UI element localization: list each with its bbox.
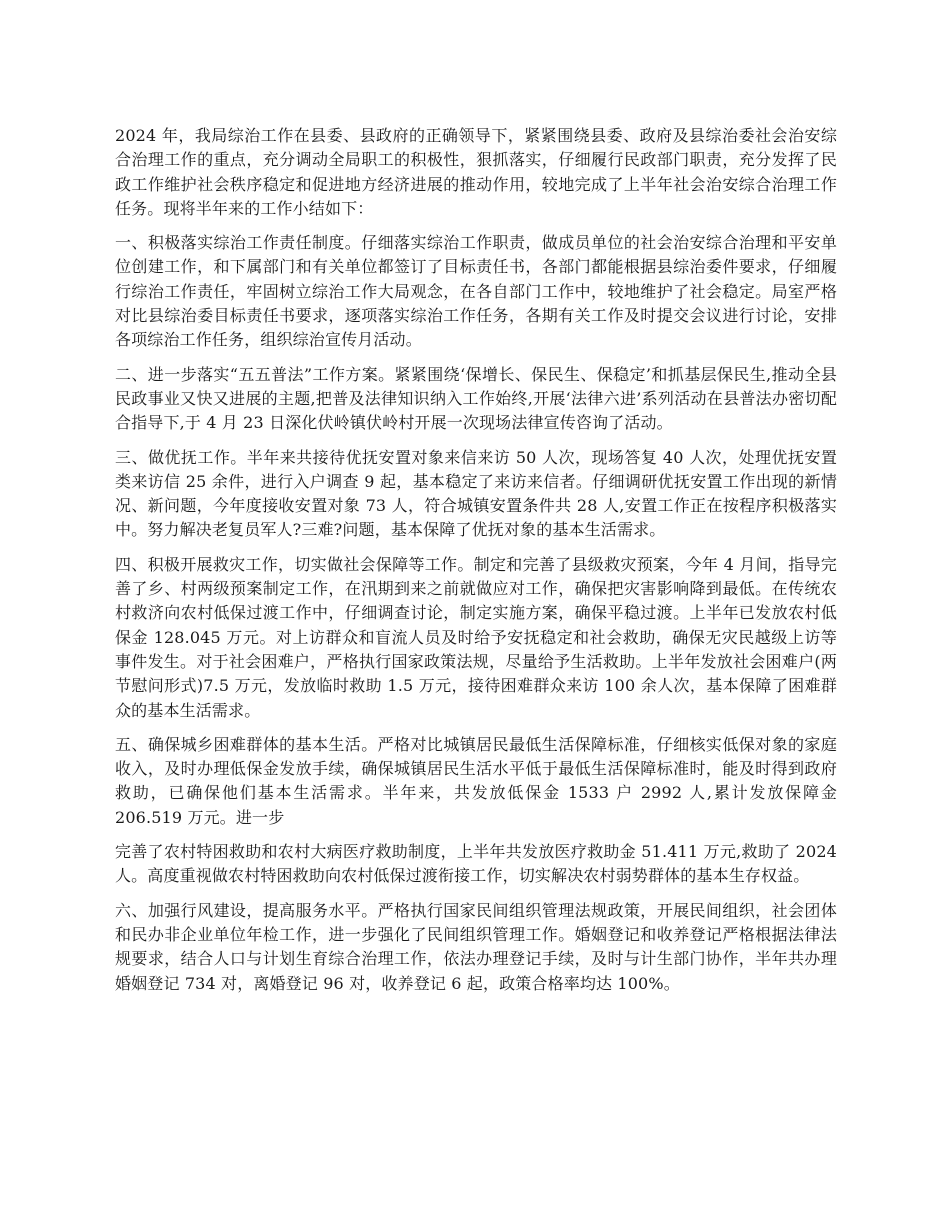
section-5-paragraph: 五、确保城乡困难群体的基本生活。严格对比城镇居民最低生活保障标准，仔细核实低保对象的家庭收入，及时办理低保金发放手续，确保城镇居民生活水平低于最低生活保障标准时，能及时得到政府救助，已确保他们基本生活需求。半年来，共发放低保金 1533 户 2992 人,累计发放保障金 206.519 万元。进一步 <box>115 734 837 827</box>
section-1-paragraph: 一、积极落实综治工作责任制度。仔细落实综治工作职责，做成员单位的社会治安综合治理和平安单位创建工作，和下属部门和有关单位都签订了目标责任书，各部门都能根据县综治委件要求，仔细履行综治工作责任，牢固树立综治工作大局观念，在各自部门工作中，较地维护了社会稳定。局室严格对比县综治委目标责任书要求，逐项落实综治工作任务，各期有关工作及时提交会议进行讨论，安排各项综治工作任务，组织综治宣传月活动。 <box>115 233 837 350</box>
document-body <box>115 124 837 1006</box>
section-3-paragraph: 三、做优抚工作。半年来共接待优抚安置对象来信来访 50 人次，现场答复 40 人次，处理优抚安置类来访信 25 余件，进行入户调查 9 起，基本稳定了来访来信者。仔细调研优抚安置工作出现的新情况、新问题，今年度接收安置对象 73 人，符合城镇安置条件共 28 人,安置工作正在按程序积极落实中。努力解决老复员军人?三难?问题，基本保障了优抚对象的基本生活需求。 <box>115 447 837 540</box>
section-6-paragraph: 六、加强行风建设，提高服务水平。严格执行国家民间组织管理法规政策，开展民间组织，社会团体和民办非企业单位年检工作，进一步强化了民间组织管理工作。婚姻登记和收养登记严格根据法律法规要求，结合人口与计划生育综合治理工作，依法办理登记手续，及时与计生部门协作，半年共办理婚姻登记 734 对，离婚登记 96 对，收养登记 6 起，政策合格率均达 100%。 <box>115 900 837 993</box>
intro-paragraph: 2024 年，我局综治工作在县委、县政府的正确领导下，紧紧围绕县委、政府及县综治委社会治安综合治理工作的重点，充分调动全局职工的积极性，狠抓落实，仔细履行民政部门职责，充分发挥了民政工作维护社会秩序稳定和促进地方经济进展的推动作用，较地完成了上半年社会治安综合治理工作任务。现将半年来的工作小结如下： <box>115 126 837 218</box>
section-5-continuation-paragraph: 完善了农村特困救助和农村大病医疗救助制度，上半年共发放医疗救助金 51.411 万元,救助了 2024 人。高度重视做农村特困救助向农村低保过渡衔接工作，切实解决农村弱势群体的基本生存权益。 <box>115 842 837 886</box>
section-2-paragraph: 二、进一步落实“五五普法”工作方案。紧紧围绕‘保增长、保民生、保稳定’和抓基层保民生,推动全县民政事业又快又进展的主题,把普及法律知识纳入工作始终,开展‘法律六进’系列活动在县普法办密切配合指导下,于 4 月 23 日深化伏岭镇伏岭村开展一次现场法律宣传咨询了活动。 <box>115 364 837 433</box>
section-4-paragraph: 四、积极开展救灾工作，切实做社会保障等工作。制定和完善了县级救灾预案，今年 4 月间，指导完善了乡、村两级预案制定工作，在汛期到来之前就做应对工作，确保把灾害影响降到最低。在传统农村救济向农村低保过渡工作中，仔细调查讨论，制定实施方案，确保平稳过渡。上半年已发放农村低保金 128.045 万元。对上访群众和盲流人员及时给予安抚稳定和社会救助，确保无灾民越级上访等事件发生。对于社会困难户，严格执行国家政策法规，尽量给予生活救助。上半年发放社会困难户(两节慰问形式)7.5 万元，发放临时救助 1.5 万元，接待困难群众来访 100 余人次，基本保障了困难群众的基本生活需求。 <box>115 554 837 720</box>
